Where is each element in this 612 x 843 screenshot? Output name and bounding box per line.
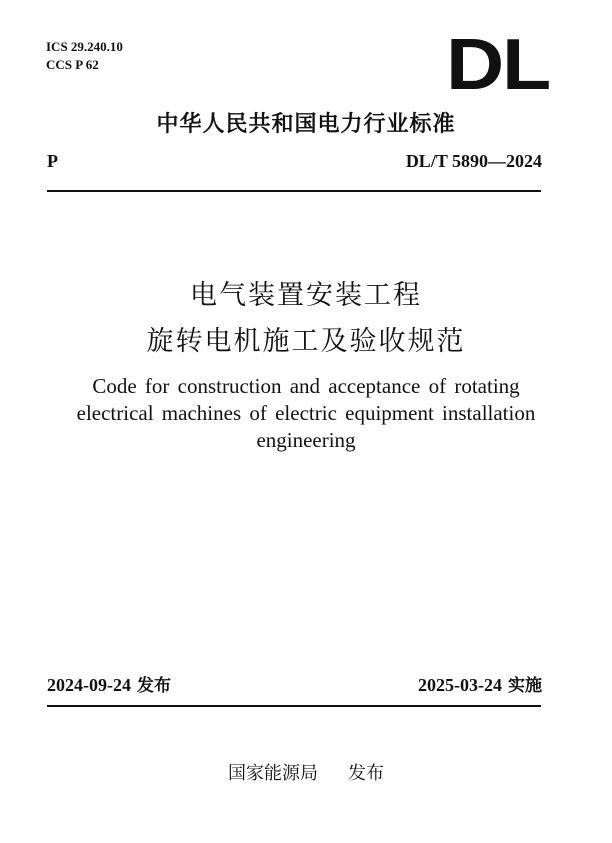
issue-date: 2024-09-24 bbox=[47, 675, 131, 695]
issue-label: 发布 bbox=[137, 676, 171, 696]
issue-date-block bbox=[47, 674, 171, 697]
issuer-name: 国家能源局 bbox=[228, 763, 318, 784]
implementation-date-block bbox=[418, 674, 542, 697]
dl-logo: DL bbox=[446, 25, 550, 105]
english-title-line-1: Code for construction and acceptance of rotating bbox=[92, 374, 520, 398]
category-code: P bbox=[47, 151, 58, 171]
implementation-date: 2025-03-24 bbox=[418, 675, 502, 695]
chinese-title-line-1: 电气装置安装工程 bbox=[190, 280, 422, 311]
ccs-code: CCS P 62 bbox=[46, 57, 99, 72]
english-title-line-2: electrical machines of electric equipment installation bbox=[76, 401, 536, 425]
top-divider bbox=[47, 190, 541, 192]
ics-code: ICS 29.240.10 bbox=[46, 39, 123, 54]
english-title-line-3: engineering bbox=[256, 428, 356, 452]
issuer-action: 发布 bbox=[348, 763, 384, 784]
standard-title: 中华人民共和国电力行业标准 bbox=[156, 112, 456, 137]
standard-number: DL/T 5890—2024 bbox=[405, 151, 542, 171]
issuer-line bbox=[0, 762, 612, 786]
chinese-title-line-2: 旋转电机施工及验收规范 bbox=[146, 326, 466, 357]
bottom-divider bbox=[47, 705, 541, 707]
implementation-label: 实施 bbox=[508, 676, 542, 696]
